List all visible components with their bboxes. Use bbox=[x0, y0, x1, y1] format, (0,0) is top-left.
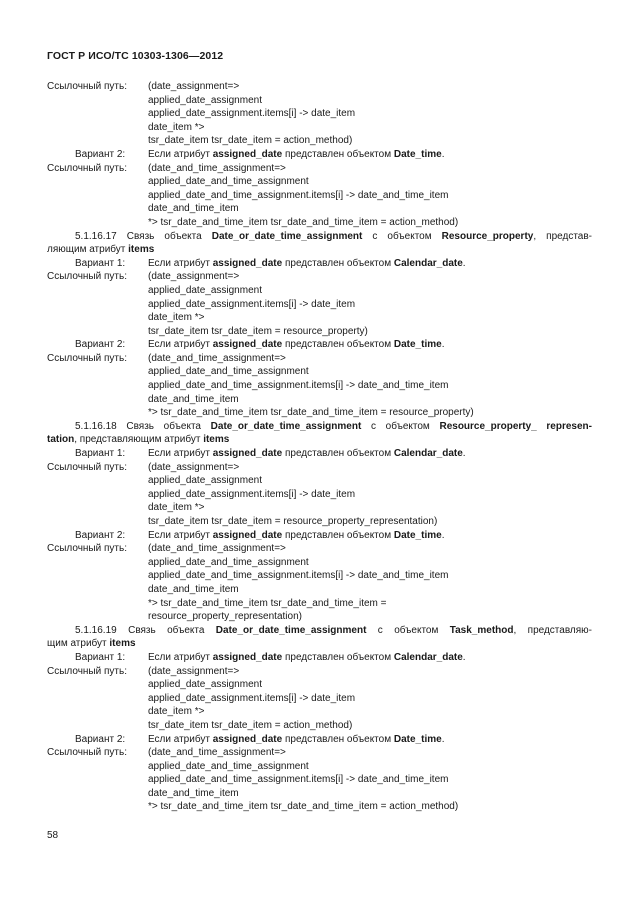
text-row bbox=[47, 501, 592, 515]
page-number: 58 bbox=[47, 830, 59, 841]
text-fragment: . bbox=[441, 733, 445, 745]
text-row bbox=[47, 406, 592, 420]
section-paragraph bbox=[47, 624, 592, 651]
path-expression: tsr_date_item tsr_date_item = resource_property_representation) bbox=[148, 516, 438, 527]
text-row bbox=[47, 447, 592, 461]
path-expression: date_item *> bbox=[148, 121, 205, 133]
paragraph-line-text bbox=[75, 230, 592, 244]
paragraph-line bbox=[47, 624, 592, 638]
ref-path-label: Ссылочный путь: bbox=[47, 162, 127, 174]
variant-description bbox=[148, 733, 444, 747]
variant-label: Вариант 1: bbox=[75, 651, 126, 663]
text-row bbox=[47, 569, 592, 583]
path-expression: *> tsr_date_and_time_item tsr_date_and_time_item = resource_property) bbox=[148, 407, 474, 419]
variant-description bbox=[148, 529, 444, 543]
variant-label: Вариант 1: bbox=[75, 257, 126, 269]
bold-term: assigned_date bbox=[212, 529, 283, 541]
text-row bbox=[47, 175, 592, 189]
path-expression: applied_date_and_time_assignment bbox=[148, 760, 309, 772]
text-fragment: представлен объектом bbox=[282, 257, 394, 269]
path-expression: (date_assignment=> bbox=[148, 665, 240, 677]
paragraph-line-text bbox=[47, 637, 136, 651]
text-fragment: . bbox=[462, 448, 466, 460]
text-fragment: представлен объектом bbox=[282, 339, 394, 351]
text-fragment: . bbox=[441, 148, 445, 160]
paragraph-line-text bbox=[47, 243, 154, 257]
text-row bbox=[47, 678, 592, 692]
paragraph-line-text bbox=[47, 433, 229, 447]
variant-label: Вариант 2: bbox=[75, 339, 126, 351]
path-expression: date_item *> bbox=[148, 502, 205, 514]
ref-path-label: Ссылочный путь: bbox=[47, 271, 127, 283]
text-row bbox=[47, 298, 592, 312]
text-row bbox=[47, 597, 592, 611]
paragraph-line bbox=[47, 230, 592, 244]
variant-label: Вариант 1: bbox=[75, 448, 126, 460]
path-expression: applied_date_and_time_assignment bbox=[148, 176, 309, 188]
text-row bbox=[47, 393, 592, 407]
bold-term: Resource_property bbox=[441, 230, 534, 242]
text-fragment: 5.1.16.17 Связь объекта bbox=[75, 230, 212, 242]
text-fragment: , представляющим атрибут bbox=[74, 434, 204, 446]
text-row bbox=[47, 773, 592, 787]
bold-term: Date_or_date_time_assignment bbox=[211, 230, 363, 242]
bold-term: Date_time bbox=[393, 733, 442, 745]
text-row bbox=[47, 94, 592, 108]
bold-term: Date_time bbox=[393, 339, 442, 351]
text-fragment: , представляю- bbox=[513, 624, 592, 636]
path-expression: (date_and_time_assignment=> bbox=[148, 543, 286, 555]
path-expression: date_and_time_item bbox=[148, 583, 239, 595]
text-row bbox=[47, 461, 592, 475]
text-row bbox=[47, 474, 592, 488]
bold-term: Resource_property_ represen- bbox=[439, 420, 592, 432]
path-expression: *> tsr_date_and_time_item tsr_date_and_time_item = action_method) bbox=[148, 216, 459, 228]
paragraph-line-text bbox=[75, 420, 592, 434]
text-row bbox=[47, 665, 592, 679]
path-expression: applied_date_assignment bbox=[148, 284, 262, 296]
paragraph-line bbox=[47, 243, 592, 257]
text-row bbox=[47, 80, 592, 94]
path-expression: (date_and_time_assignment=> bbox=[148, 162, 286, 174]
text-fragment: Если атрибут bbox=[148, 148, 213, 160]
path-expression: *> tsr_date_and_time_item tsr_date_and_time_item = bbox=[148, 597, 387, 609]
text-row bbox=[47, 746, 592, 760]
text-fragment: . bbox=[441, 339, 445, 351]
path-expression: tsr_date_item tsr_date_item = action_method) bbox=[148, 135, 353, 147]
path-expression: applied_date_and_time_assignment.items[i] -> date_and_time_item bbox=[148, 774, 449, 786]
variant-label: Вариант 2: bbox=[75, 733, 126, 745]
text-fragment: 5.1.16.18 Связь объекта bbox=[75, 420, 211, 432]
path-expression: applied_date_assignment.items[i] -> date_item bbox=[148, 108, 356, 120]
path-expression: tsr_date_item tsr_date_item = action_method) bbox=[148, 719, 353, 731]
text-row bbox=[47, 202, 592, 216]
variant-description bbox=[148, 257, 466, 271]
text-row bbox=[47, 800, 592, 814]
text-row bbox=[47, 325, 592, 339]
text-row bbox=[47, 515, 592, 529]
variant-description bbox=[148, 651, 466, 665]
ref-path-label: Ссылочный путь: bbox=[47, 747, 127, 759]
path-expression: applied_date_assignment bbox=[148, 475, 262, 487]
bold-term: assigned_date bbox=[212, 733, 283, 745]
text-row bbox=[47, 284, 592, 298]
bold-term: assigned_date bbox=[212, 339, 283, 351]
text-fragment: Если атрибут bbox=[148, 339, 213, 351]
text-row bbox=[47, 733, 592, 747]
text-row bbox=[47, 352, 592, 366]
section-paragraph bbox=[47, 230, 592, 257]
bold-term: assigned_date bbox=[212, 257, 283, 269]
text-row bbox=[47, 488, 592, 502]
bold-term: tation bbox=[47, 434, 75, 446]
text-row bbox=[47, 270, 592, 284]
text-row bbox=[47, 583, 592, 597]
text-fragment: ляющим атрибут bbox=[47, 244, 129, 256]
ref-path-label: Ссылочный путь: bbox=[47, 352, 127, 364]
path-expression: date_item *> bbox=[148, 706, 205, 718]
bold-term: items bbox=[128, 244, 155, 256]
text-row bbox=[47, 338, 592, 352]
text-fragment: представлен объектом bbox=[282, 733, 394, 745]
bold-term: Task_method bbox=[449, 624, 514, 636]
path-expression: applied_date_assignment.items[i] -> date_item bbox=[148, 488, 356, 500]
text-fragment: Если атрибут bbox=[148, 529, 213, 541]
variant-description bbox=[148, 148, 444, 162]
path-expression: applied_date_and_time_assignment.items[i] -> date_and_time_item bbox=[148, 570, 449, 582]
text-row bbox=[47, 719, 592, 733]
text-fragment: Если атрибут bbox=[148, 257, 213, 269]
path-expression: date_and_time_item bbox=[148, 393, 239, 405]
bold-term: items bbox=[203, 434, 230, 446]
text-fragment: представлен объектом bbox=[282, 148, 394, 160]
text-row bbox=[47, 121, 592, 135]
variant-description bbox=[148, 447, 466, 461]
text-row bbox=[47, 107, 592, 121]
text-row bbox=[47, 610, 592, 624]
text-row bbox=[47, 787, 592, 801]
bold-term: assigned_date bbox=[212, 651, 283, 663]
ref-path-label: Ссылочный путь: bbox=[47, 665, 127, 677]
paragraph-line bbox=[47, 433, 592, 447]
bold-term: items bbox=[109, 638, 136, 650]
path-expression: applied_date_assignment.items[i] -> date_item bbox=[148, 298, 356, 310]
text-row bbox=[47, 365, 592, 379]
bold-term: Date_time bbox=[393, 148, 442, 160]
bold-term: Calendar_date bbox=[393, 651, 463, 663]
ref-path-label: Ссылочный путь: bbox=[47, 81, 127, 92]
variant-label: Вариант 2: bbox=[75, 529, 126, 541]
path-expression: (date_assignment=> bbox=[148, 81, 240, 92]
text-row bbox=[47, 529, 592, 543]
bold-term: Date_or_date_time_assignment bbox=[215, 624, 367, 636]
text-fragment: , представ- bbox=[533, 230, 592, 242]
bold-term: Date_or_date_time_assignment bbox=[210, 420, 362, 432]
text-fragment: представлен объектом bbox=[282, 529, 394, 541]
path-expression: date_and_time_item bbox=[148, 203, 239, 215]
path-expression: tsr_date_item tsr_date_item = resource_property) bbox=[148, 325, 368, 337]
text-fragment: 5.1.16.19 Связь объекта bbox=[75, 624, 216, 636]
text-fragment: с объектом bbox=[361, 420, 440, 432]
text-row bbox=[47, 134, 592, 148]
path-expression: applied_date_and_time_assignment.items[i] -> date_and_time_item bbox=[148, 380, 449, 392]
ref-path-label: Ссылочный путь: bbox=[47, 461, 127, 473]
variant-label: Вариант 2: bbox=[75, 148, 126, 160]
bold-term: assigned_date bbox=[212, 148, 283, 160]
path-expression: applied_date_and_time_assignment bbox=[148, 556, 309, 568]
text-row bbox=[47, 216, 592, 230]
paragraph-line bbox=[47, 637, 592, 651]
section-paragraph bbox=[47, 420, 592, 447]
path-expression: applied_date_assignment bbox=[148, 94, 262, 106]
text-fragment: Если атрибут bbox=[148, 448, 213, 460]
path-expression: applied_date_and_time_assignment bbox=[148, 366, 309, 378]
paragraph-line bbox=[47, 420, 592, 434]
text-fragment: представлен объектом bbox=[282, 651, 394, 663]
text-fragment: . bbox=[441, 529, 445, 541]
path-expression: *> tsr_date_and_time_item tsr_date_and_time_item = action_method) bbox=[148, 801, 459, 813]
text-row bbox=[47, 257, 592, 271]
text-row bbox=[47, 760, 592, 774]
text-row bbox=[47, 651, 592, 665]
bold-term: Calendar_date bbox=[393, 257, 463, 269]
text-row bbox=[47, 705, 592, 719]
path-expression: (date_and_time_assignment=> bbox=[148, 747, 286, 759]
bold-term: Calendar_date bbox=[393, 448, 463, 460]
text-fragment: с объектом bbox=[366, 624, 450, 636]
page-header: ГОСТ Р ИСО/ТС 10303-1306—2012 bbox=[47, 50, 224, 62]
text-fragment: . bbox=[462, 651, 466, 663]
path-expression: (date_assignment=> bbox=[148, 271, 240, 283]
text-fragment: Если атрибут bbox=[148, 733, 213, 745]
path-expression: applied_date_assignment.items[i] -> date_item bbox=[148, 692, 356, 704]
text-fragment: щим атрибут bbox=[47, 638, 110, 650]
paragraph-line-text bbox=[75, 624, 592, 638]
variant-description bbox=[148, 338, 444, 352]
text-fragment: представлен объектом bbox=[282, 448, 394, 460]
path-expression: (date_and_time_assignment=> bbox=[148, 352, 286, 364]
document-body bbox=[47, 80, 592, 814]
text-row bbox=[47, 379, 592, 393]
path-expression: applied_date_assignment bbox=[148, 679, 262, 691]
text-row bbox=[47, 162, 592, 176]
ref-path-label: Ссылочный путь: bbox=[47, 543, 127, 555]
text-fragment: Если атрибут bbox=[148, 651, 213, 663]
path-expression: applied_date_and_time_assignment.items[i] -> date_and_time_item bbox=[148, 189, 449, 201]
text-fragment: с объектом bbox=[362, 230, 442, 242]
path-expression: resource_property_representation) bbox=[148, 611, 302, 623]
path-expression: date_item *> bbox=[148, 312, 205, 324]
bold-term: assigned_date bbox=[212, 448, 283, 460]
path-expression: date_and_time_item bbox=[148, 787, 239, 799]
text-row bbox=[47, 542, 592, 556]
text-row bbox=[47, 692, 592, 706]
bold-term: Date_time bbox=[393, 529, 442, 541]
text-row bbox=[47, 311, 592, 325]
text-fragment: . bbox=[462, 257, 466, 269]
path-expression: (date_assignment=> bbox=[148, 461, 240, 473]
text-row bbox=[47, 556, 592, 570]
text-row bbox=[47, 189, 592, 203]
text-row bbox=[47, 148, 592, 162]
